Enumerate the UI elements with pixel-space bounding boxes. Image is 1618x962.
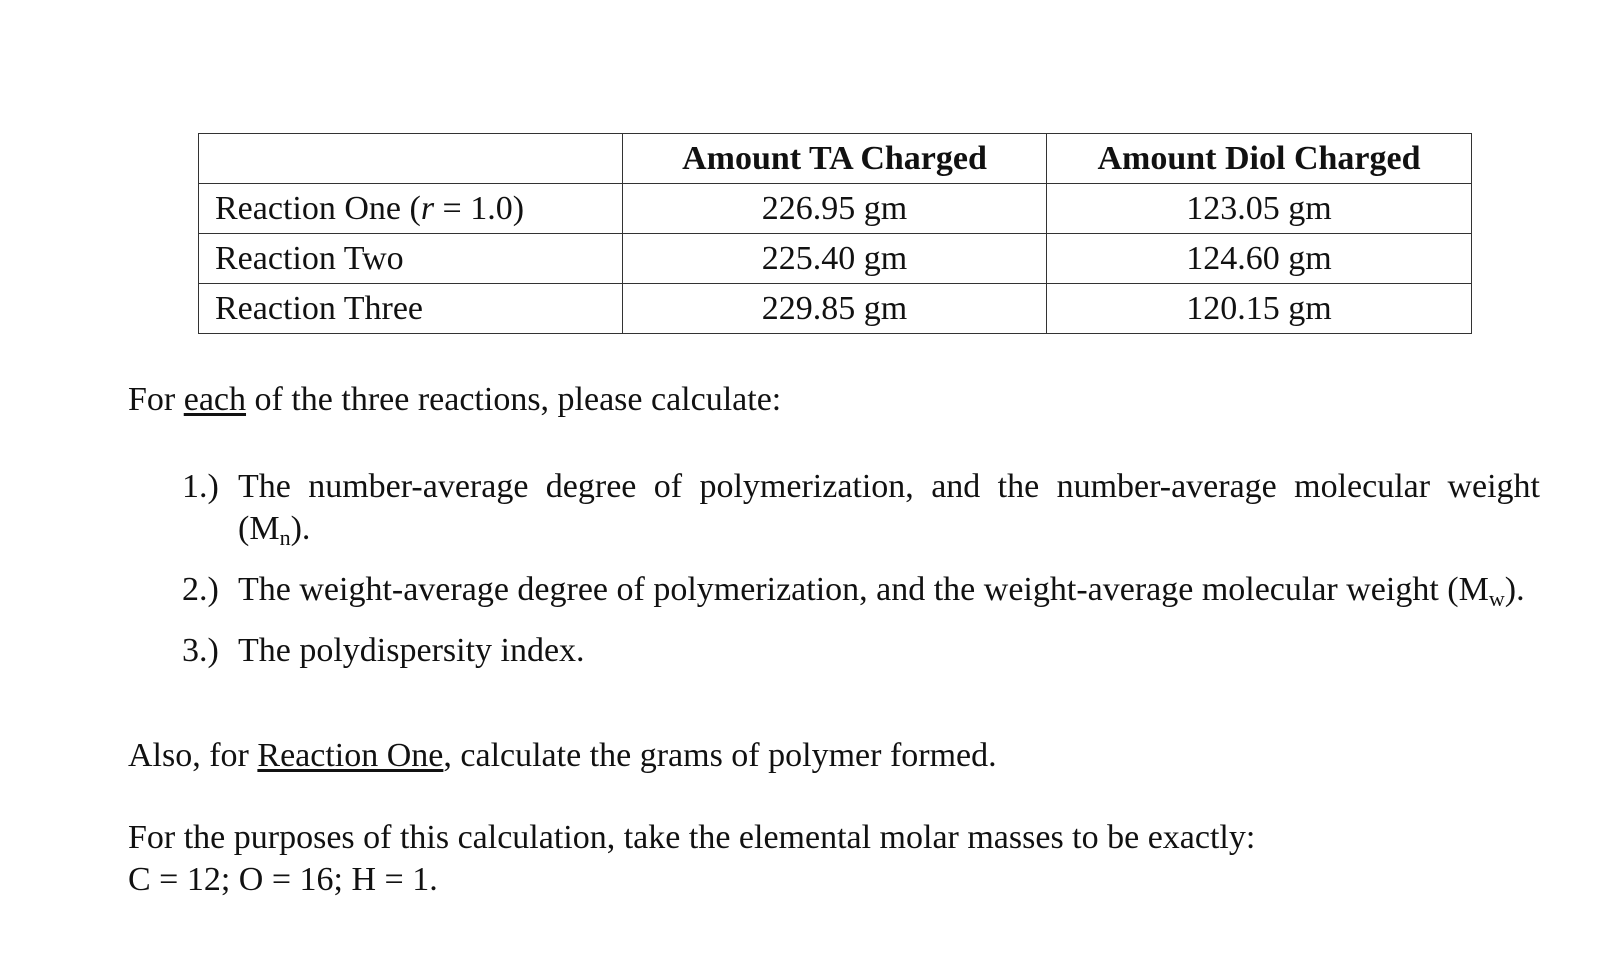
intro-before: For <box>128 381 184 418</box>
molar-masses-line1: For the purposes of this calculation, take the elemental molar masses to be exactly: <box>128 819 1256 856</box>
item-subscript: w <box>1488 586 1505 611</box>
ta-value: 226.95 gm <box>623 184 1047 234</box>
row-label-reaction-one <box>199 184 623 234</box>
intro-paragraph <box>128 380 781 420</box>
also-paragraph <box>128 736 997 776</box>
item-text: The weight-average degree of polymerization, and the weight-average molecular weight (M <box>238 571 1489 608</box>
molar-masses-line2: C = 12; O = 16; H = 1. <box>128 861 438 898</box>
list-item <box>182 630 1540 672</box>
item-text: The polydispersity index. <box>238 632 585 669</box>
diol-value: 124.60 gm <box>1047 234 1472 284</box>
also-underlined: Reaction One <box>257 737 444 774</box>
header-ta-charged: Amount TA Charged <box>623 134 1047 184</box>
diol-value: 120.15 gm <box>1047 284 1472 334</box>
label-suffix: = 1.0) <box>434 189 525 227</box>
intro-after: of the three reactions, please calculate: <box>246 381 782 418</box>
header-cell-empty <box>199 134 623 184</box>
item-number: 3.) <box>182 632 219 669</box>
diol-value: 123.05 gm <box>1047 184 1472 234</box>
intro-underlined: each <box>183 381 247 418</box>
row-label-reaction-two: Reaction Two <box>199 234 623 284</box>
list-item <box>182 569 1540 620</box>
item-text: The number-average degree of polymerization, and the number-average molecular weight (M <box>238 468 1540 547</box>
table-row <box>199 284 1472 334</box>
also-after: , calculate the grams of polymer formed. <box>443 737 997 774</box>
header-diol-charged: Amount Diol Charged <box>1047 134 1472 184</box>
item-end: ). <box>290 510 311 547</box>
label-var-r: r <box>420 189 435 227</box>
label-prefix: Reaction One ( <box>215 189 421 227</box>
table-header-row <box>199 134 1472 184</box>
calculation-list <box>182 466 1540 682</box>
also-before: Also, for <box>128 737 258 774</box>
item-number: 1.) <box>182 468 219 505</box>
ta-value: 229.85 gm <box>623 284 1047 334</box>
item-number: 2.) <box>182 571 219 608</box>
list-item <box>182 466 1540 559</box>
table-row <box>199 234 1472 284</box>
item-subscript: n <box>279 525 291 550</box>
table-row <box>199 184 1472 234</box>
row-label-reaction-three: Reaction Three <box>199 284 623 334</box>
charge-table <box>198 133 1472 334</box>
item-end: ). <box>1504 571 1525 608</box>
ta-value: 225.40 gm <box>623 234 1047 284</box>
